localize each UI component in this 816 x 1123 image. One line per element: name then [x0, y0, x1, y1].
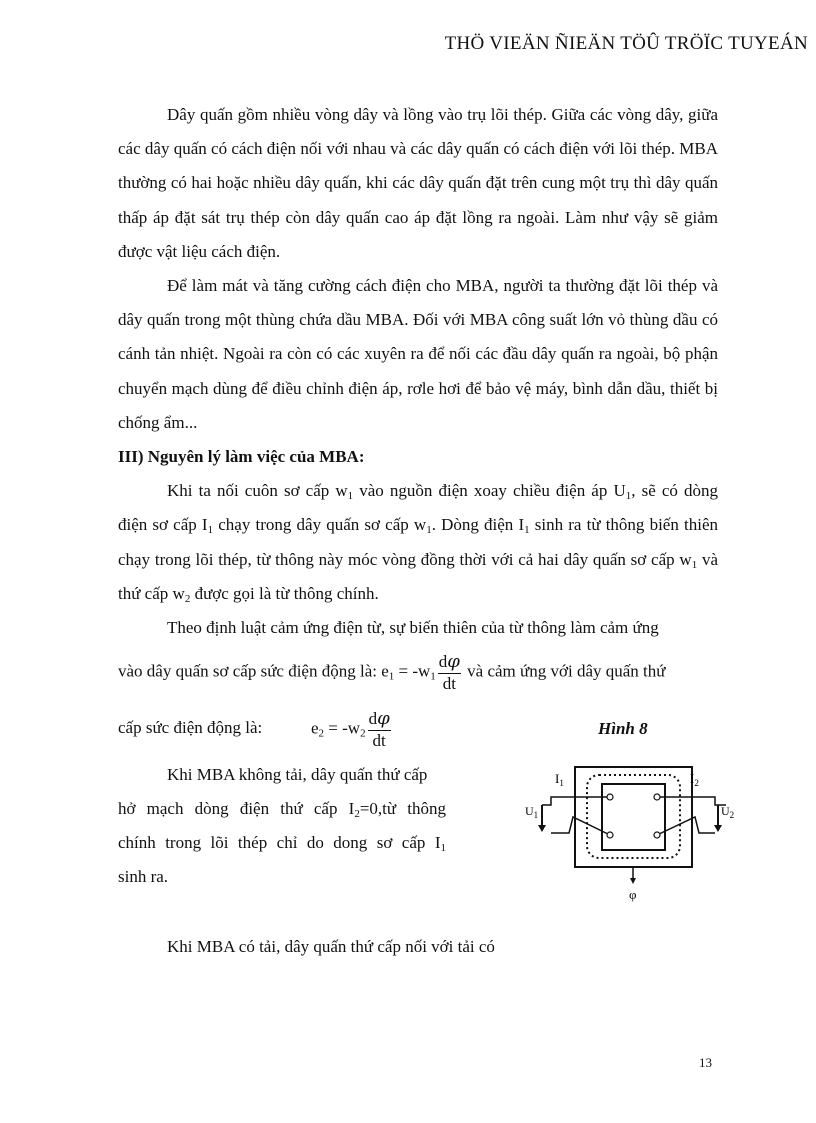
paragraph-load: Khi MBA có tải, dây quấn thứ cấp nối với tải có	[167, 937, 495, 956]
core-outer	[575, 767, 692, 867]
label-i2: $I_2$	[690, 771, 699, 788]
paragraph-no-load-line-3: chính trong lõi thép chỉ do dong sơ cấp $I_1$	[118, 833, 446, 854]
paragraph-no-load-line-2: hở mạch dòng điện thứ cấp $I_2=0,từ$ thông	[118, 799, 447, 820]
label-u2: $U_2$	[721, 804, 735, 820]
paragraph-no-load-line-1: Khi MBA không tải, dây quấn thứ cấp	[167, 765, 428, 784]
label-i1: $I_1$	[555, 771, 564, 788]
primary-terminal-bottom	[607, 832, 613, 838]
secondary-terminal-top	[654, 794, 660, 800]
phi-arrow-head	[630, 878, 636, 884]
u1-arrow-head	[538, 825, 546, 832]
u2-arrow-head	[714, 825, 722, 832]
section-heading: III) Nguyên lý làm việc của MBA:	[118, 447, 365, 467]
equation-e2-label: cấp sức điện động là:	[118, 718, 263, 737]
label-u1: $U_1$	[525, 804, 539, 820]
equation-e2: $e_2 = -w_2$ $\frac{d\varphi}{dt}$	[311, 708, 390, 750]
page-number: 13	[699, 1055, 712, 1070]
paragraph-principle: Khi ta nối cuôn sơ cấp $w_1$ vào nguồn điện xoay chiều điện áp $U_1$, sẽ có dòng điện sơ cấp $I_1$ chạy trong dây quấn sơ cấp $w_1$. Dòng điện $I_1$ sinh ra từ thông biến thiên chạy trong lõi thép, từ thông này móc vòng đồng thời với cả hai dây quấn sơ cấp $w_1$ và thứ cấp $w_2$ được gọi là từ thông chính.	[118, 481, 718, 605]
paragraph-windings: Dây quấn gồm nhiều vòng dây và lồng vào trụ lõi thép. Giữa các vòng dây, giữa các dây quấn có cách điện nối với nhau và các dây quấn có cách điện với lõi thép. MBA thường có hai hoặc nhiều dây quấn, khi các dây quấn đặt trên cung một trụ thì dây quấn thấp áp đặt sát trụ thép còn dây quấn cao áp đặt lồng ra ngoài. Làm như vậy sẽ giảm được vật liệu cách điện.	[118, 105, 718, 261]
body-text	[118, 98, 718, 645]
label-phi: φ	[629, 887, 637, 902]
paragraph-no-load-line-4: sinh ra.	[118, 867, 169, 886]
primary-terminal-top	[607, 794, 613, 800]
transformer-diagram	[515, 755, 755, 905]
secondary-terminal-bottom	[654, 832, 660, 838]
equation-e1: vào dây quấn sơ cấp sức điện động là: $e_1 = -w_1$ $\frac{d\varphi}{dt}$ và cảm ứng với dây quấn thứ	[118, 651, 666, 693]
page-header: THÖ VIEÄN ÑIEÄN TÖÛ TRÖÏC TUYEÁN	[444, 33, 808, 54]
paragraph-cooling: Để làm mát và tăng cường cách điện cho MBA, người ta thường đặt lõi thép và dây quấn trong một thùng chứa dầu MBA. Đối với MBA công suất lớn vỏ thùng dầu có cánh tản nhiệt. Ngoài ra còn có các xuyên ra để nối các đầu dây quấn ra ngoài, bộ phận chuyển mạch dùng để điều chỉnh điện áp, rơle hơi để bảo vệ máy, bình dẫn dầu, thiết bị chống ẩm...	[118, 276, 718, 432]
figure-title: Hình 8	[598, 719, 648, 738]
paragraph-induction: Theo định luật cảm ứng điện từ, sự biến thiên của từ thông làm cảm ứng	[167, 618, 659, 638]
flux-path	[587, 775, 680, 858]
